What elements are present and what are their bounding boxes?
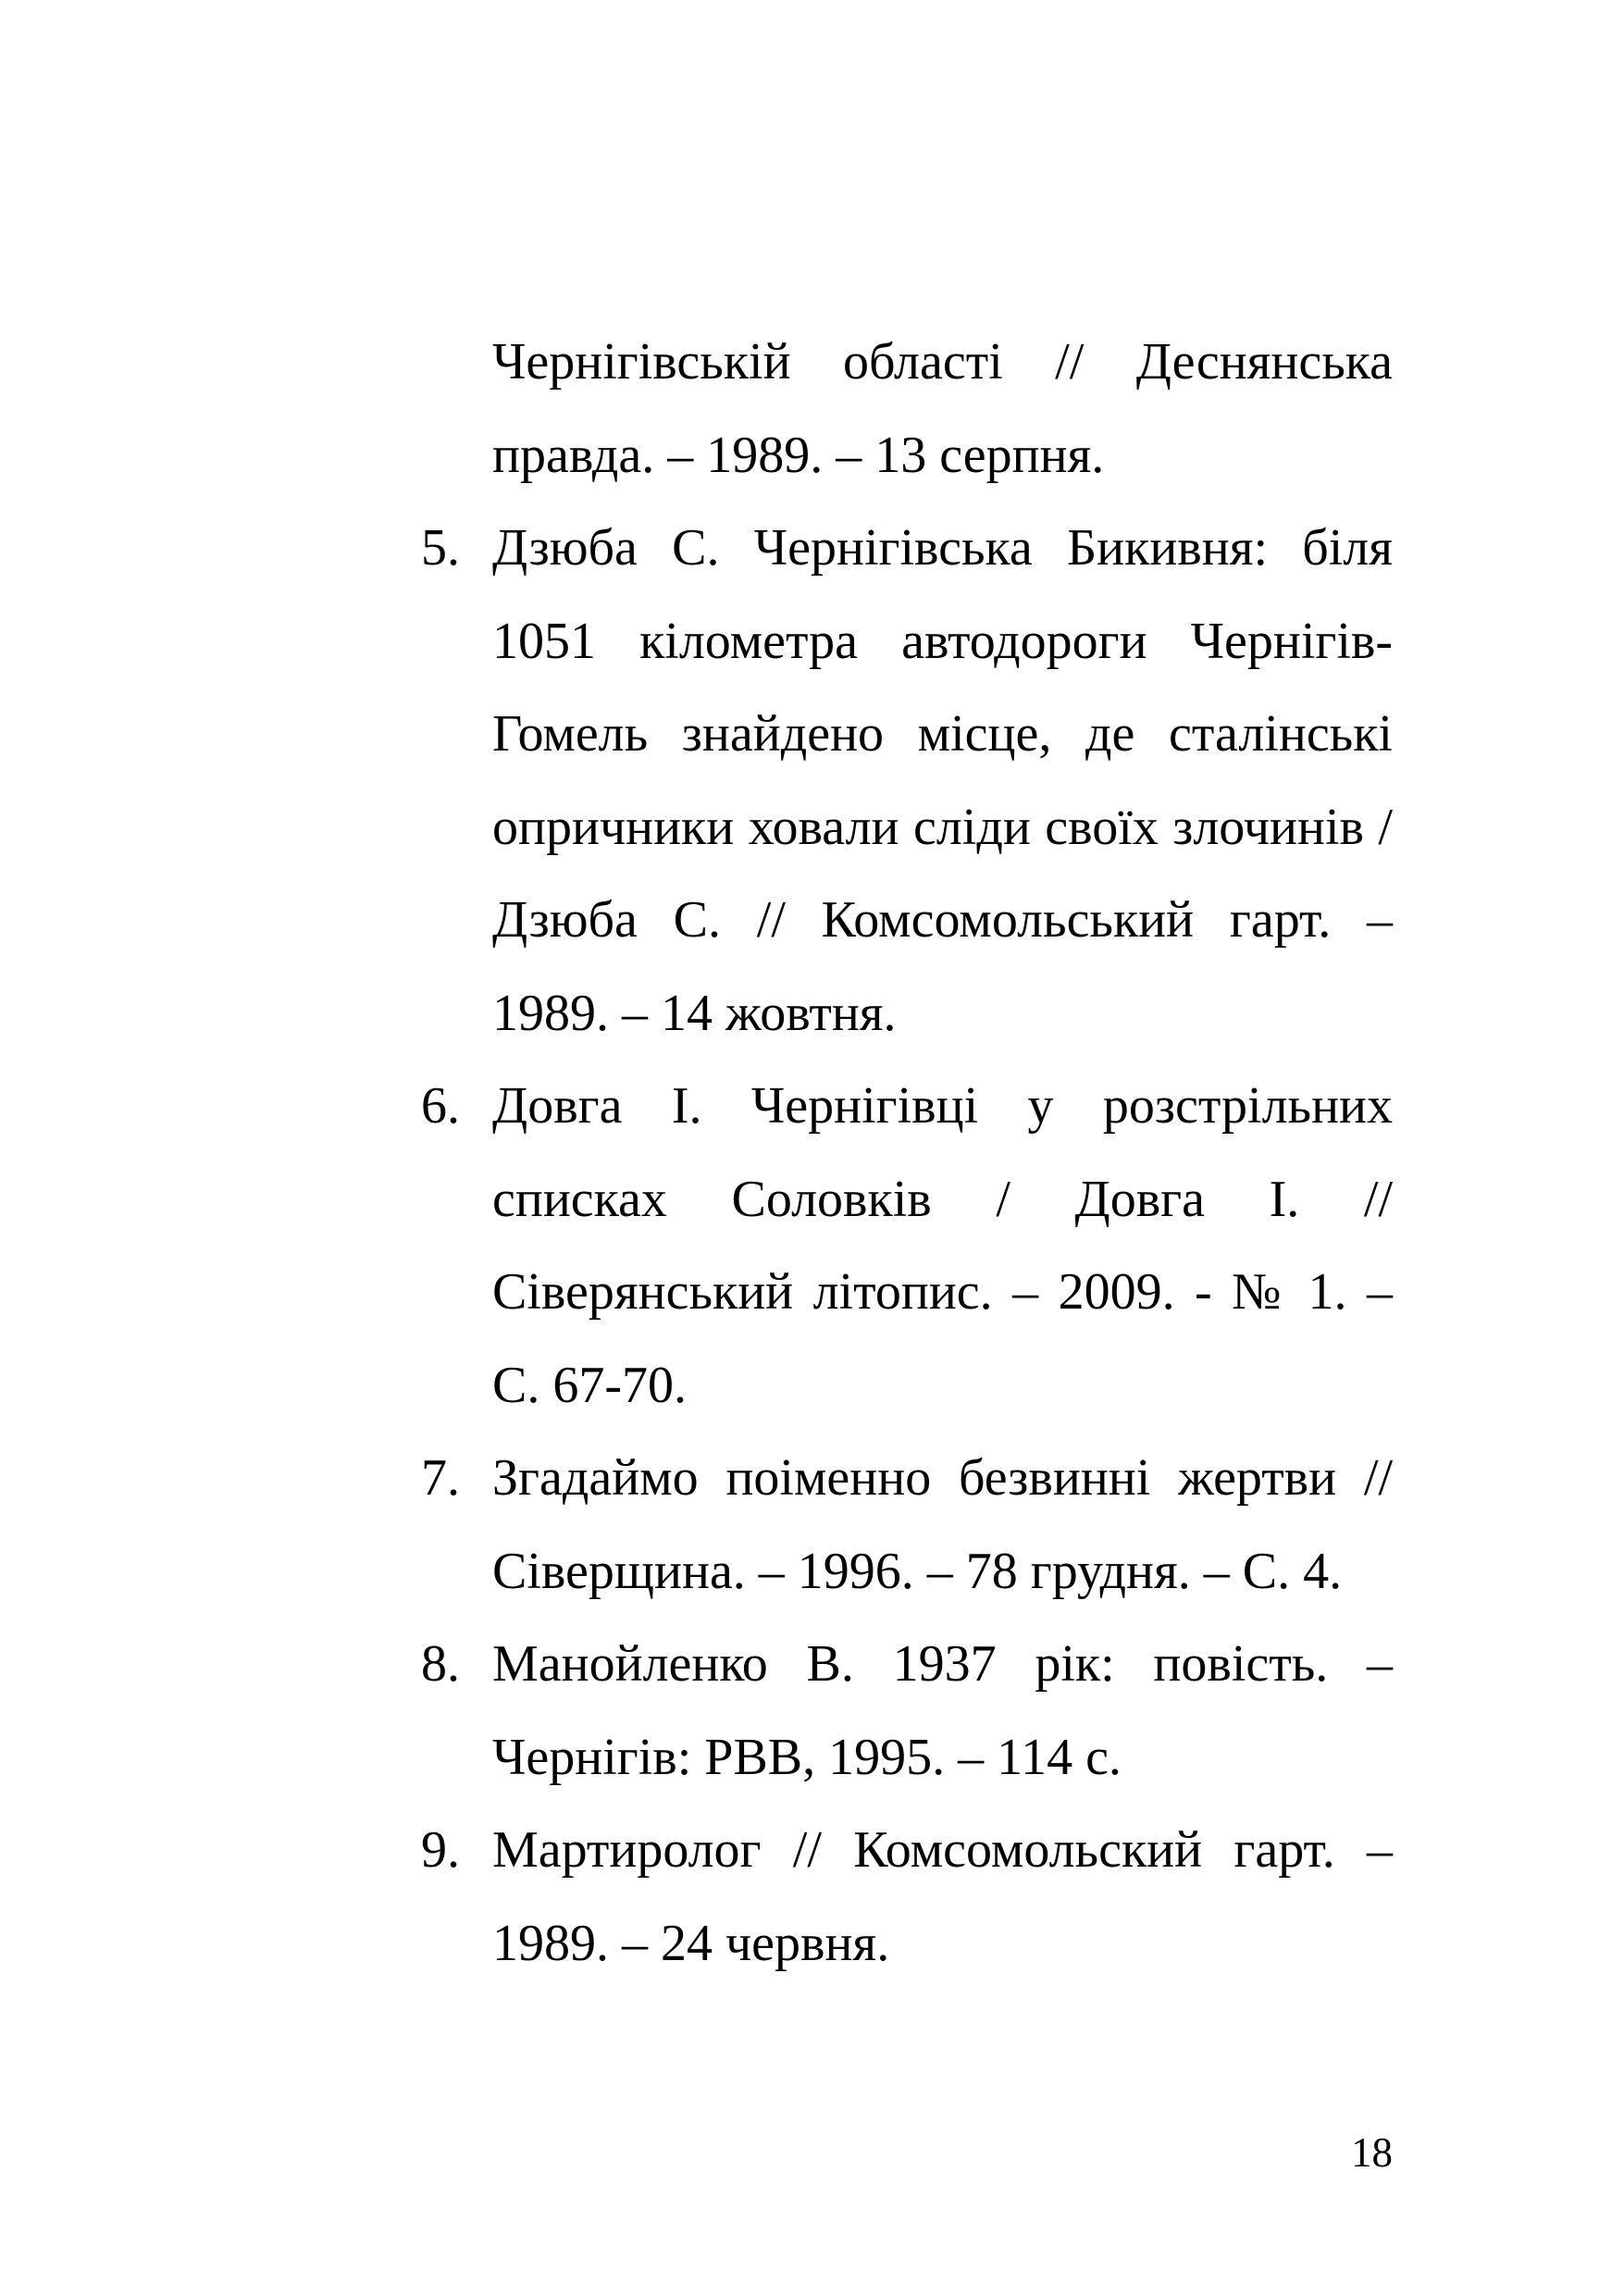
entry-text: Згадаймо поіменно безвинні жертви // Сіверщина. – 1996. – 78 грудня. – С. 4. — [492, 1449, 1393, 1600]
entry-text: Дзюба С. Чернігівська Бикивня: біля 1051 кілометра автодороги Чернігів-Гомель знайдено місце, де сталінські опричники ховали сліди своїх злочинів / Дзюба С. // Комсомольський гарт. – 1989. – 14 жовтня. — [492, 519, 1393, 1042]
entry-number: 7. — [421, 1449, 460, 1507]
bibliography-entry-8 — [421, 1618, 1393, 1804]
bibliography-entry-9 — [421, 1804, 1393, 1990]
entry-number: 5. — [421, 519, 460, 577]
entry-number: 9. — [421, 1821, 460, 1879]
bibliography-continuation — [421, 316, 1393, 502]
entry-text: Чернігівській області // Деснянська правда. – 1989. – 13 серпня. — [492, 333, 1393, 484]
page-number: 18 — [1351, 2129, 1393, 2176]
entry-number: 6. — [421, 1077, 460, 1135]
entry-text: Манойленко В. 1937 рік: повість. – Чернігів: РВВ, 1995. – 114 с. — [492, 1635, 1393, 1786]
entry-number: 8. — [421, 1635, 460, 1693]
bibliography-entry-5 — [421, 502, 1393, 1060]
entry-text: Довга І. Чернігівці у розстрільних списках Соловків / Довга І. // Сіверянський літопис. – 2009. - № 1. – С. 67-70. — [492, 1077, 1393, 1414]
bibliography-entry-7 — [421, 1432, 1393, 1618]
bibliography-list — [421, 316, 1393, 1990]
bibliography-entry-6 — [421, 1060, 1393, 1432]
entry-text: Мартиролог // Комсомольский гарт. – 1989. – 24 червня. — [492, 1821, 1393, 1972]
